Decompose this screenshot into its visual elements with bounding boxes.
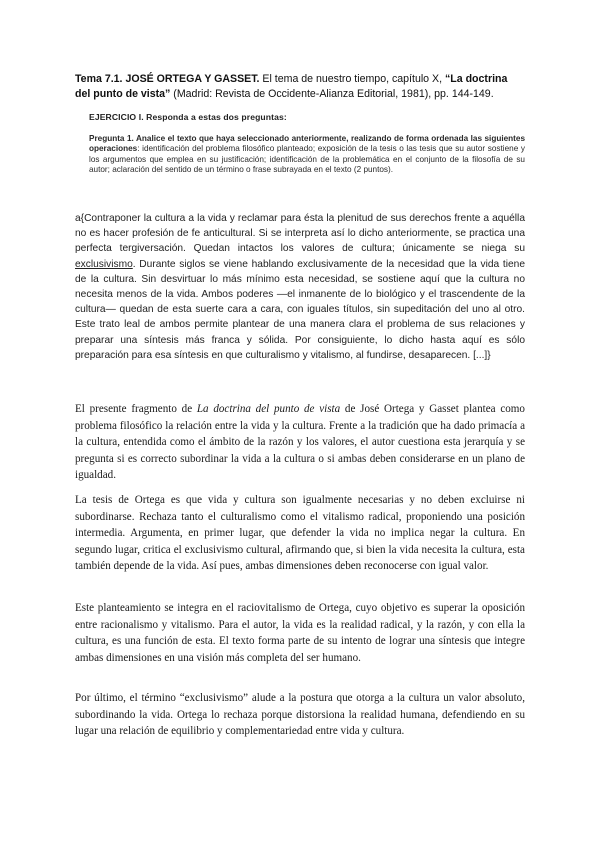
exercise-title: EJERCICIO I. Responda a estas dos preguntas: [89, 112, 287, 122]
question-1 [89, 134, 525, 175]
question-text: : identificación del problema filosófico planteado; exposición de la tesis o las tesis que su autor sostiene y los argumentos que emplea en su justificación; identificación de la problemática en el conjunto de la filosofía de su autor; aclaración del sentido de un término o frase subrayada en el texto (2 puntos). [89, 144, 525, 174]
commentary-paragraph-thesis: La tesis de Ortega es que vida y cultura son igualmente necesarias y no deben excluirse ni subordinarse. Rechaza tanto el culturalismo como el vitalismo radical, proponiendo una posición intermedia. Argumenta, en primer lugar, que defender la vida no implica negar la cultura. En segundo lugar, critica el exclusivismo cultural, afirmando que, si bien la vida necesita la cultura, esta también depende de la vida. Así pues, ambas dimensiones deben reconocerse con igual valor. [75, 494, 525, 572]
commentary-paragraph-term: Por último, el término “exclusivismo” alude a la postura que otorga a la cultura un valor absoluto, subordinando la vida. Ortega lo rechaza porque distorsiona la realidad humana, defendiendo en su lugar una relación de equilibrio y complementariedad entre vida y cultura. [75, 692, 525, 737]
excerpt-before: a{Contraponer la cultura a la vida y reclamar para ésta la plenitud de sus derechos frente a aquélla no es hacer profesión de fe anticultural. Si se interpreta así lo dicho anteriormente, se practica una perfecta tergiversación. Quedan intactos los valores de cultura; únicamente se niega su [75, 213, 525, 255]
underlined-term: exclusivismo [75, 258, 133, 270]
commentary-paragraph-problem [75, 401, 525, 484]
topic-title: Tema 7.1. JOSÉ ORTEGA Y GASSET. [75, 73, 260, 85]
excerpt-after: . Durante siglos se viene hablando exclusivamente de la necesidad que la vida tiene de la cultura. Sin desvirtuar lo más mínimo esta necesidad, se sostiene aquí que la cultura no necesita menos de la vida. Ambos poderes —el inmanente de lo biológico y el trascendente de la cultura— quedan de esta suerte cara a cara, con iguales títulos, sin supeditación del uno al otro. Este trato leal de ambos permite plantear de una manera clara el problema de sus relaciones y preparar una síntesis más franca y sólida. Por consiguiente, lo dicho hasta aquí es sólo preparación para esa síntesis en que culturalismo y vitalismo, al fundirse, desaparecen. [...]} [75, 258, 525, 361]
citation: (Madrid: Revista de Occidente-Alianza Editorial, 1981), pp. 144-149. [170, 88, 494, 100]
question-heading: Pregunta 1. Analice el texto que haya seleccionado anteriormente, realizando de forma ordenada las siguientes operaciones [89, 134, 525, 154]
work-title: La doctrina del punto de vista [196, 403, 341, 415]
p1-after: de José Ortega y Gasset plantea como problema filosófico la relación entre la vida y la cultura. Frente a la tradición que ha dado primacía a la cultura, entendida como el ámbito de la razón y los valores, el autor cuestiona esta jerarquía y se pregunta si es correcto subordinar la vida a la cultura o si ambas deben considerarse en un plano de igualdad. [75, 403, 525, 481]
p1-before: El presente fragmento de [75, 403, 197, 415]
commentary-paragraph-context: Este planteamiento se integra en el raciovitalismo de Ortega, cuyo objetivo es superar la oposición entre racionalismo y vitalismo. Para el autor, la vida es la realidad radical, y la razón, y con ella la cultura, es una función de esta. El texto forma parte de su intento de lograr una síntesis que integre ambas dimensiones en una visión más completa del ser humano. [75, 602, 525, 664]
chapter-title: “La doctrina del punto de vista” [75, 73, 508, 100]
exercise-block [89, 112, 525, 175]
topic-text: El tema de nuestro tiempo, capítulo X, [259, 73, 445, 85]
ortega-excerpt [75, 211, 525, 363]
topic-header [75, 72, 525, 102]
